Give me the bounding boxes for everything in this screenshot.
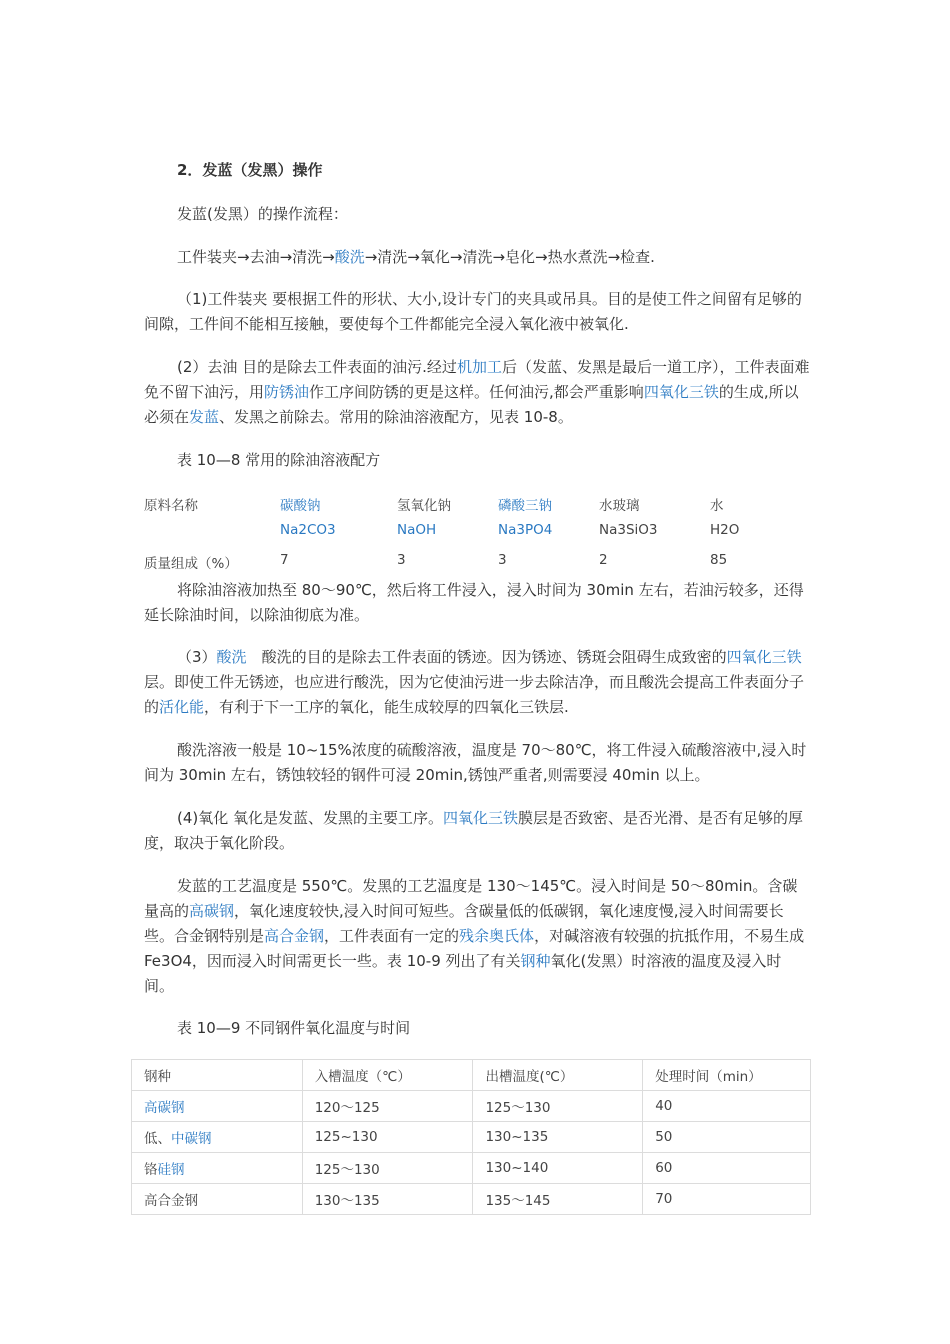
- text: 作工序间防锈的更是这样。任何油污,都会严重影响: [309, 383, 644, 401]
- link-fe3o4[interactable]: 四氧化三铁: [643, 383, 719, 401]
- table2-caption: 表 10—9 不同钢件氧化温度与时间: [177, 1019, 411, 1037]
- out-temp-cell: 135～145: [473, 1184, 643, 1215]
- in-temp-cell: 125～130: [302, 1153, 473, 1184]
- link-bluing[interactable]: 发蓝: [189, 408, 220, 426]
- link-steel[interactable]: 中碳钢: [171, 1131, 212, 1147]
- paragraph-process-temp: [144, 874, 810, 999]
- link-fe3o4[interactable]: 四氧化三铁: [726, 648, 802, 666]
- flow-pre: 工件装夹→去油→清洗→: [177, 248, 335, 266]
- material-name: 氢氧化钠: [397, 498, 451, 514]
- paragraph-degreasing-heat: 将除油溶液加热至 80～90℃，然后将工件浸入，浸入时间为 30min 左右，若油污较多，还得延长除油时间，以除油彻底为准。: [144, 581, 804, 624]
- material-value: 2: [599, 552, 608, 568]
- material-value: 85: [710, 552, 728, 568]
- header-cell: 出槽温度(℃）: [473, 1060, 643, 1091]
- link-fe3o4[interactable]: 四氧化三铁: [443, 809, 519, 827]
- link-steel-grade[interactable]: 钢种: [520, 952, 551, 970]
- steel-cell: [132, 1122, 303, 1153]
- section-heading: 2．发蓝（发黑）操作: [177, 161, 323, 179]
- out-temp-cell: 130~135: [473, 1122, 643, 1153]
- text: 铬: [144, 1162, 158, 1178]
- degreasing-table: [0, 494, 950, 584]
- in-temp-cell: 125~130: [302, 1122, 473, 1153]
- link-pickling[interactable]: 酸洗: [334, 248, 365, 266]
- material-value: 3: [498, 552, 507, 568]
- material-name: 水玻璃: [599, 498, 640, 514]
- label-material: 原料名称: [144, 498, 198, 514]
- link-steel[interactable]: 高碳钢: [144, 1100, 185, 1116]
- text: (4)氧化 氧化是发蓝、发黑的主要工序。: [177, 809, 444, 827]
- text: ，有利于下一工序的氧化，能生成较厚的四氧化三铁层.: [204, 698, 569, 716]
- text: 的生成,所以必须在: [144, 383, 799, 426]
- text: ，工件表面有一定的: [324, 927, 460, 945]
- text: 低、: [144, 1131, 171, 1147]
- text: ，氧化速度较快,浸入时间可短些。含碳量低的低碳钢，氧化速度慢,浸入时间需要长些。合金钢特别是: [144, 902, 784, 945]
- text: 后（发蓝、发黑是最后一道工序），工件表面难免不留下油污，用: [144, 358, 810, 401]
- material-formula[interactable]: Na2CO3: [280, 522, 336, 538]
- text: 高合金钢: [144, 1193, 198, 1209]
- text: 氧化(发黑）时溶液的温度及浸入时间。: [144, 952, 782, 995]
- paragraph-oxidation: [144, 806, 810, 856]
- header-cell: 处理时间（min）: [643, 1060, 811, 1091]
- link-machining[interactable]: 机加工: [456, 358, 502, 376]
- text: 膜层是否致密、是否光滑、是否有足够的厚度，取决于氧化阶段。: [144, 809, 804, 852]
- material-value: 3: [397, 552, 406, 568]
- header-cell: 入槽温度（℃）: [302, 1060, 473, 1091]
- paragraph-acid-solution: 酸洗溶液一般是 10~15%浓度的硫酸溶液，温度是 70～80℃，将工件浸入硫酸溶液中,浸入时间为 30min 左右，锈蚀较轻的钢件可浸 20min,锈蚀严重者,则需要浸 40min 以上。: [144, 741, 807, 784]
- time-cell: 40: [643, 1091, 811, 1122]
- in-temp-cell: 130～135: [302, 1184, 473, 1215]
- link-high-alloy-steel[interactable]: 高合金钢: [264, 927, 325, 945]
- link-activation-energy[interactable]: 活化能: [159, 698, 205, 716]
- table-row: [132, 1091, 811, 1122]
- out-temp-cell: 125～130: [473, 1091, 643, 1122]
- flow-post: →清洗→氧化→清洗→皂化→热水煮洗→检查.: [364, 248, 655, 266]
- process-flow: [144, 245, 810, 270]
- material-formula: H2O: [710, 522, 740, 538]
- table-row: [132, 1184, 811, 1215]
- header-cell: 钢种: [132, 1060, 303, 1091]
- material-formula[interactable]: Na3PO4: [498, 522, 553, 538]
- out-temp-cell: 130~140: [473, 1153, 643, 1184]
- text: 、发黑之前除去。常用的除油溶液配方，见表 10-8。: [219, 408, 573, 426]
- paragraph-pickling: [144, 645, 810, 720]
- material-formula: Na3SiO3: [599, 522, 658, 538]
- flow-intro: 发蓝(发黑）的操作流程：: [177, 205, 348, 223]
- table-row: [132, 1122, 811, 1153]
- text: ，对碱溶液有较强的抗抵作用，不易生成 Fe3O4，因而浸入时间需更长一些。表 10-9 列出了有关: [144, 927, 805, 970]
- steel-cell: [132, 1091, 303, 1122]
- text: 层。即使工件无锈迹，也应进行酸洗，因为它使油污进一步去除洁净，而且酸洗会提高工件表面分子的: [144, 673, 805, 716]
- material-name: 水: [710, 498, 724, 514]
- text: 酸洗的目的是除去工件表面的锈迹。因为锈迹、锈斑会阻碍生成致密的: [246, 648, 727, 666]
- text: （3）: [177, 648, 217, 666]
- link-rust-oil[interactable]: 防锈油: [264, 383, 310, 401]
- time-cell: 50: [643, 1122, 811, 1153]
- time-cell: 60: [643, 1153, 811, 1184]
- link-pickling[interactable]: 酸洗: [216, 648, 247, 666]
- table-header-row: [132, 1060, 811, 1091]
- table1-caption: 表 10—8 常用的除油溶液配方: [177, 451, 381, 469]
- paragraph-degreasing: [144, 355, 810, 430]
- material-name[interactable]: 磷酸三钠: [498, 498, 552, 514]
- steel-cell: [132, 1184, 303, 1215]
- steel-cell: [132, 1153, 303, 1184]
- text: (2）去油 目的是除去工件表面的油污.经过: [177, 358, 457, 376]
- link-steel[interactable]: 硅钢: [157, 1162, 185, 1178]
- label-composition: 质量组成（%）: [144, 556, 238, 572]
- material-value: 7: [280, 552, 289, 568]
- link-retained-austenite[interactable]: 残余奥氏体: [459, 927, 535, 945]
- material-formula[interactable]: NaOH: [397, 522, 437, 538]
- text: 发蓝的工艺温度是 550℃。发黑的工艺温度是 130～145℃。浸入时间是 50～80min。含碳量高的: [144, 877, 798, 920]
- paragraph-clamping: （1)工件装夹 要根据工件的形状、大小,设计专门的夹具或吊具。目的是使工件之间留有足够的间隙，工件间不能相互接触，要使每个工件都能完全浸入氧化液中被氧化.: [144, 290, 802, 333]
- table-row: [132, 1153, 811, 1184]
- material-name[interactable]: 碳酸钠: [280, 498, 321, 514]
- in-temp-cell: 120～125: [302, 1091, 473, 1122]
- oxidation-table: [131, 1059, 811, 1215]
- link-high-carbon-steel[interactable]: 高碳钢: [189, 902, 235, 920]
- time-cell: 70: [643, 1184, 811, 1215]
